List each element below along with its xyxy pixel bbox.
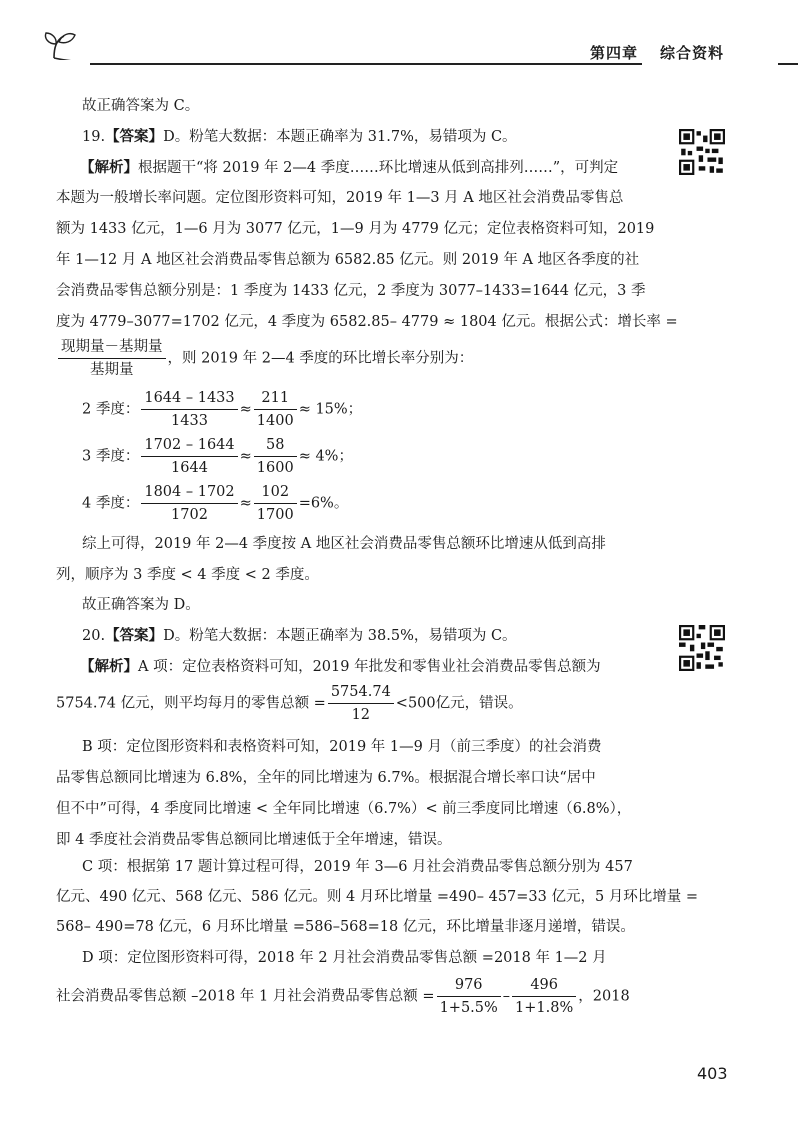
chapter-title <box>590 42 724 63</box>
q20-answer-text: D。粉笔大数据：本题正确率为 38.5%，易错项为 C。 <box>163 628 517 644</box>
quarter-row <box>82 481 348 526</box>
denominator: 1400 <box>256 413 294 429</box>
numerator: 58 <box>254 434 297 457</box>
numerator: 496 <box>512 974 576 997</box>
formula-tail: ，则 2019 年 2—4 季度的环比增长率分别为： <box>167 350 474 367</box>
paragraph-line: 额为 1433 亿元，1—6 月为 3077 亿元，1—9 月为 4779 亿元；定位表格资料可知，2019 <box>56 221 655 237</box>
analysis-tag: 【解析】 <box>80 159 138 176</box>
quarter-row <box>82 387 362 432</box>
quarter-result: =6%。 <box>298 495 349 512</box>
answer-line: 故正确答案为 D。 <box>82 597 200 613</box>
quarter-result: ≈ 15%； <box>298 401 363 418</box>
answer-tag: 【答案】 <box>105 627 164 644</box>
formula-fraction <box>58 336 166 381</box>
numerator: 1804 – 1702 <box>141 481 237 504</box>
approx-sign: ≈ <box>239 448 252 465</box>
quarter-result: ≈ 4%； <box>298 448 353 465</box>
approx-sign: ≈ <box>239 495 252 512</box>
denominator: 1700 <box>256 507 294 523</box>
sprout-icon <box>42 30 102 60</box>
option-a-text: 5754.74 亿元，则平均每月的零售总额 = <box>56 695 326 712</box>
fraction <box>141 434 237 479</box>
growth-formula <box>56 336 473 381</box>
fraction <box>254 434 297 479</box>
option-d-line <box>56 974 630 1019</box>
analysis-text: 根据题干“将 2019 年 2—4 季度……环比增速从低到高排列……”，可判定 <box>138 160 619 176</box>
fraction <box>141 481 237 526</box>
q20-number: 20. <box>82 628 106 644</box>
analysis-tag: 【解析】 <box>80 658 138 675</box>
paragraph-line: 综上可得，2019 年 2—4 季度按 A 地区社会消费品零售总额环比增速从低到高排 <box>82 536 606 552</box>
chapter-label: 第四章 <box>590 44 639 62</box>
denominator: 12 <box>351 707 371 723</box>
quarter-row <box>82 434 353 479</box>
numerator: 976 <box>437 974 501 997</box>
quarter-label: 2 季度： <box>82 401 140 418</box>
paragraph-line: 年 1—12 月 A 地区社会消费品零售总额为 6582.85 亿元。则 2019 年 A 地区各季度的社 <box>56 252 640 268</box>
paragraph-line: 品零售总额同比增速为 6.8%，全年的同比增速为 6.7%。根据混合增长率口诀“居中 <box>56 770 596 786</box>
header-rule <box>90 63 642 65</box>
paragraph-line: 但不中”可得，4 季度同比增速 < 全年同比增速（6.7%）< 前三季度同比增速（6.8%）， <box>56 801 632 817</box>
paragraph-line: D 项：定位图形资料可得，2018 年 2 月社会消费品零售总额 =2018 年 1—2 月 <box>82 950 607 966</box>
denominator: 1644 <box>171 460 208 476</box>
qr-code-icon[interactable] <box>679 129 725 175</box>
paragraph-line: C 项：根据第 17 题计算过程可得，2019 年 3—6 月社会消费品零售总额分别为 457 <box>82 859 633 875</box>
fraction <box>512 974 576 1019</box>
approx-sign: ≈ <box>239 401 252 418</box>
denominator: 1+5.5% <box>439 1000 498 1016</box>
fraction <box>141 387 237 432</box>
denominator: 1433 <box>171 413 208 429</box>
q19-analysis-line <box>80 158 618 178</box>
answer-line: 故正确答案为 C。 <box>82 98 200 114</box>
formula-numerator: 现期量－基期量 <box>58 336 166 359</box>
fraction <box>437 974 501 1019</box>
fraction <box>254 481 297 526</box>
option-d-tail: ，2018 <box>578 988 630 1005</box>
q19-answer <box>82 127 517 147</box>
numerator: 102 <box>254 481 297 504</box>
option-a-conclusion: <500亿元，错误。 <box>395 695 523 712</box>
numerator: 211 <box>254 387 297 410</box>
fraction <box>254 387 297 432</box>
paragraph-line: 列，顺序为 3 季度 < 4 季度 < 2 季度。 <box>56 567 319 583</box>
option-a-line <box>56 681 523 726</box>
paragraph-line: 度为 4779–3077=1702 亿元，4 季度为 6582.85– 4779 ≈ 1804 亿元。根据公式：增长率 = <box>56 314 678 330</box>
section-label: 综合资料 <box>660 44 725 62</box>
fraction <box>328 681 394 726</box>
minus-sign: – <box>502 988 511 1005</box>
q19-answer-text: D。粉笔大数据：本题正确率为 31.7%，易错项为 C。 <box>163 129 517 145</box>
denominator: 1+1.8% <box>515 1000 574 1016</box>
page-number: 403 <box>697 1064 728 1083</box>
denominator: 1600 <box>256 460 294 476</box>
analysis-text: A 项：定位表格资料可知，2019 年批发和零售业社会消费品零售总额为 <box>138 659 601 675</box>
numerator: 1702 – 1644 <box>141 434 237 457</box>
paragraph-line: B 项：定位图形资料和表格资料可知，2019 年 1—9 月（前三季度）的社会消费 <box>82 739 602 755</box>
page-header <box>36 30 764 70</box>
quarter-label: 4 季度： <box>82 495 140 512</box>
paragraph-line: 568– 490=78 亿元，6 月环比增量 =586–568=18 亿元，环比增量非逐月递增，错误。 <box>56 919 635 935</box>
quarter-label: 3 季度： <box>82 448 140 465</box>
answer-tag: 【答案】 <box>105 128 164 145</box>
qr-code-icon[interactable] <box>679 625 725 671</box>
paragraph-line: 会消费品零售总额分别是：1 季度为 1433 亿元，2 季度为 3077–1433=1644 亿元，3 季 <box>56 283 646 299</box>
formula-denominator: 基期量 <box>90 362 134 378</box>
q20-analysis-line <box>80 657 601 677</box>
paragraph-line: 亿元、490 亿元、568 亿元、586 亿元。则 4 月环比增量 =490– 457=33 亿元，5 月环比增量 = <box>56 889 699 905</box>
option-d-text: 社会消费品零售总额 –2018 年 1 月社会消费品零售总额 = <box>56 988 435 1005</box>
numerator: 1644 – 1433 <box>141 387 237 410</box>
q20-answer <box>82 626 517 646</box>
header-rule-tail <box>778 63 798 65</box>
paragraph-line: 即 4 季度社会消费品零售总额同比增速低于全年增速，错误。 <box>56 832 452 848</box>
q19-number: 19. <box>82 129 106 145</box>
paragraph-line: 本题为一般增长率问题。定位图形资料可知，2019 年 1—3 月 A 地区社会消费品零售总 <box>56 190 624 206</box>
numerator: 5754.74 <box>328 681 394 704</box>
denominator: 1702 <box>171 507 208 523</box>
